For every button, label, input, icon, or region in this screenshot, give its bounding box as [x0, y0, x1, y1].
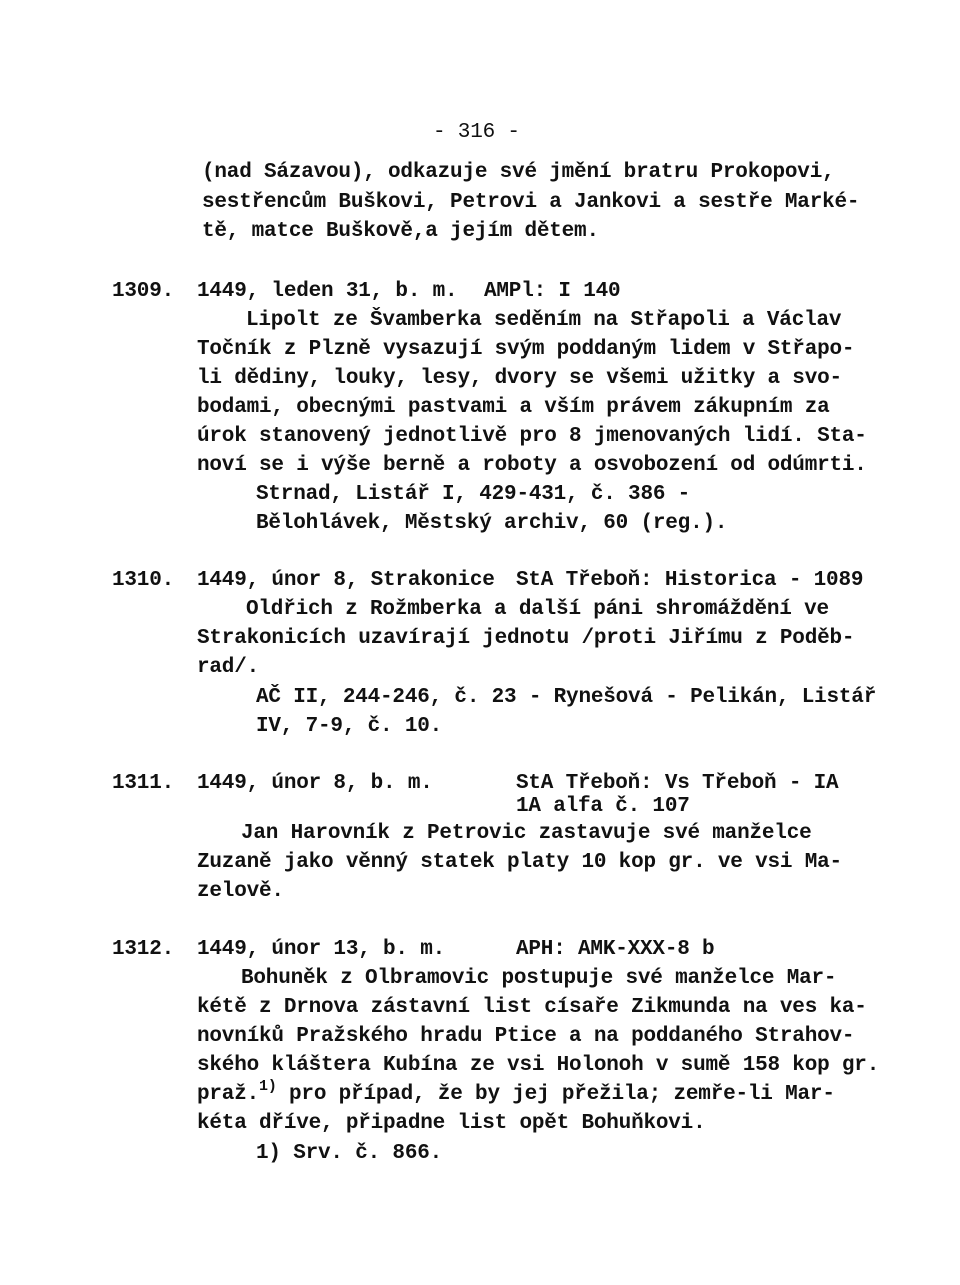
- entry-text-line: kéta dříve, připadne list opět Bohuňkovi.: [197, 1112, 706, 1135]
- entry-text-line: Bohuněk z Olbramovic postupuje své manželce Mar-: [241, 967, 837, 990]
- page-number: - 316 -: [433, 121, 520, 144]
- entry-text-line: novníků Pražského hradu Ptice a na poddaného Strahov-: [197, 1025, 855, 1048]
- entry-source: AMPl: I 140: [484, 280, 621, 303]
- footnote-mark: 1): [259, 1078, 277, 1095]
- entry-number: 1312.: [112, 938, 175, 961]
- footnote: 1) Srv. č. 866.: [256, 1142, 443, 1165]
- intro-line: (nad Sázavou), odkazuje své jmění bratru Prokopovi,: [202, 161, 835, 184]
- entry-text-line: Strakonicích uzavírají jednotu /proti Jiřímu z Poděb-: [197, 627, 855, 650]
- entry-text-line: kétě z Drnova zástavní list císaře Zikmunda na ves ka-: [197, 996, 867, 1019]
- entry-text-line: Zuzaně jako věnný statek platy 10 kop gr. ve vsi Ma-: [197, 851, 842, 874]
- entry-literature-line: AČ II, 244-246, č. 23 - Rynešová - Pelikán, Listář: [256, 686, 877, 709]
- entry-text-line: Jan Harovník z Petrovic zastavuje své manželce: [241, 822, 812, 845]
- entry-number: 1311.: [112, 772, 175, 795]
- entry-text-line: ského kláštera Kubína ze vsi Holonoh v sumě 158 kop gr.: [197, 1054, 880, 1077]
- entry-text-fragment: pro případ, že by jej přežila; zemře-li Mar-: [276, 1083, 835, 1106]
- entry-date: 1449, únor 8, b. m.: [197, 772, 433, 795]
- entry-text-line: [197, 1080, 835, 1110]
- entry-number: 1310.: [112, 569, 175, 592]
- entry-date: 1449, únor 8, Strakonice: [197, 569, 495, 592]
- entry-text-fragment: praž.: [197, 1083, 260, 1106]
- entry-source-line: StA Třeboň: Vs Třeboň - IA: [516, 772, 839, 795]
- entry-text-line: li dědiny, louky, lesy, dvory se všemi užitky a svo-: [197, 367, 842, 390]
- intro-line: sestřencům Buškovi, Petrovi a Jankovi a sestře Marké-: [202, 191, 860, 214]
- entry-literature-line: Bělohlávek, Městský archiv, 60 (reg.).: [256, 512, 728, 535]
- entry-text-line: Lipolt ze Švamberka seděním na Střapoli a Václav: [246, 309, 842, 332]
- entry-number: 1309.: [112, 280, 175, 303]
- entry-date: 1449, únor 13, b. m.: [197, 938, 446, 961]
- entry-text-line: zelově.: [197, 880, 284, 903]
- intro-line: tě, matce Buškově,a jejím dětem.: [202, 220, 599, 243]
- entry-text-line: noví se i výše berně a roboty a osvobození od odúmrti.: [197, 454, 867, 477]
- entry-text-line: bodami, obecnými pastvami a vším právem zákupním za: [197, 396, 830, 419]
- entry-literature-line: Strnad, Listář I, 429-431, č. 386 -: [256, 483, 691, 506]
- entry-source-line: 1A alfa č. 107: [516, 795, 690, 818]
- entry-text-line: Točník z Plzně vysazují svým poddaným lidem v Střapo-: [197, 338, 855, 361]
- entry-source: APH: AMK-XXX-8 b: [516, 938, 715, 961]
- entry-text-line: Oldřich z Rožmberka a další páni shromáždění ve: [246, 598, 829, 621]
- entry-source: StA Třeboň: Historica - 1089: [516, 569, 864, 592]
- entry-literature-line: IV, 7-9, č. 10.: [256, 715, 443, 738]
- entry-date: 1449, leden 31, b. m.: [197, 280, 458, 303]
- entry-text-line: rad/.: [197, 656, 260, 679]
- entry-text-line: úrok stanovený jednotlivě pro 8 jmenovaných lidí. Sta-: [197, 425, 867, 448]
